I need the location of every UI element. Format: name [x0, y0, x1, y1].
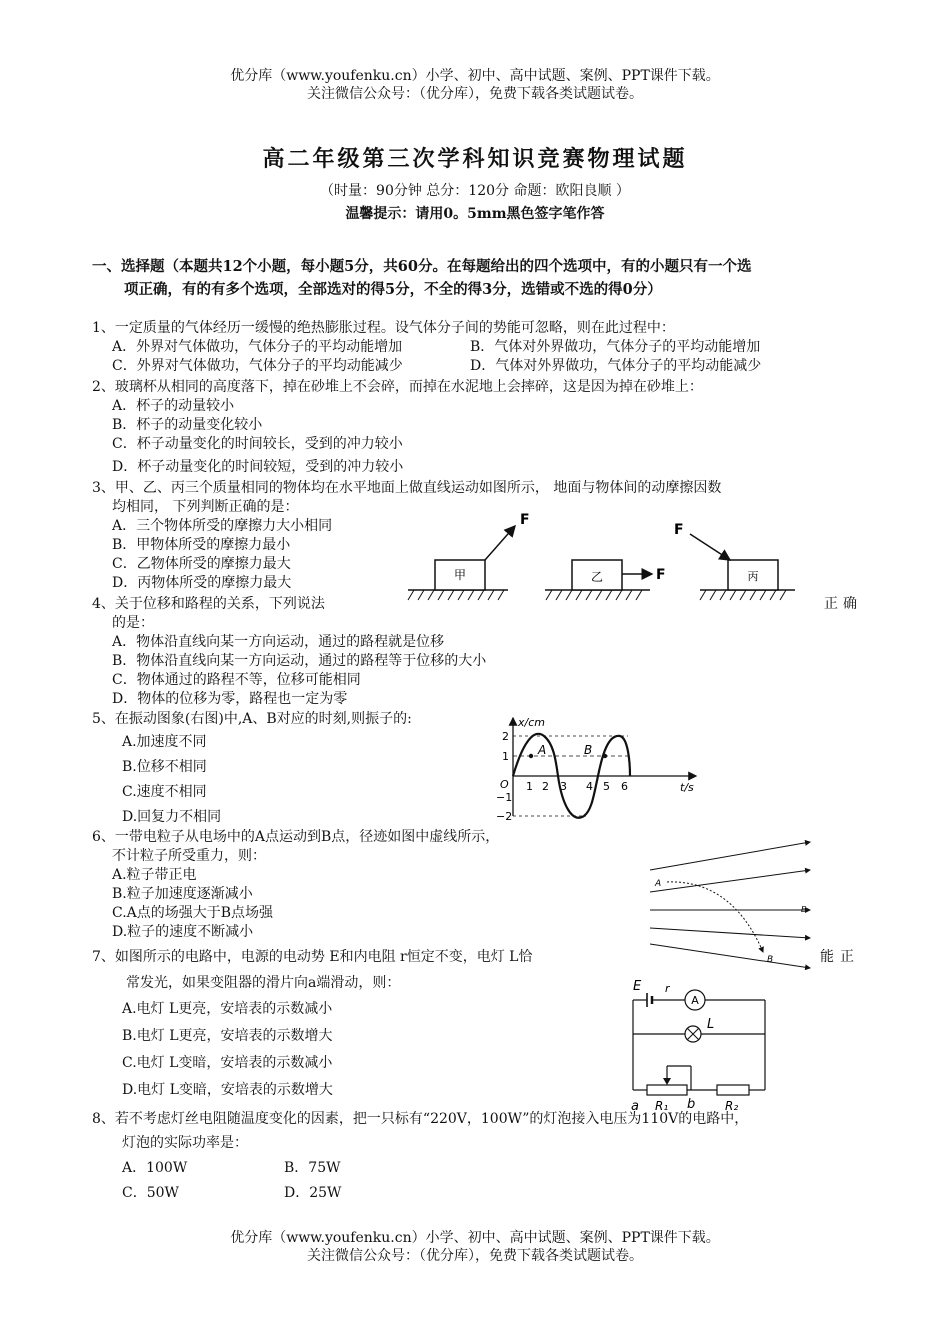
internal-resistance-label: r [665, 982, 670, 995]
q8-stem-line-1: 8、若不考虑灯丝电阻随温度变化的因素，把一只标有“220V，100W”的灯泡接入电压为110V的电路中， [92, 1111, 749, 1127]
q4-stem-line-1-end: 正确 [824, 596, 862, 612]
q3-option-a: A．三个物体所受的摩擦力大小相同 [112, 518, 333, 534]
x-tick-5: 5 [603, 780, 610, 793]
q2-stem: 2、玻璃杯从相同的高度落下，掉在砂堆上不会碎，而掉在水泥地上会摔碎，这是因为掉在砂堆上： [92, 379, 703, 395]
point-a-dot [529, 754, 533, 758]
x-tick-4: 4 [586, 780, 593, 793]
q7-option-b: B.电灯 L更亮，安培表的示数增大 [122, 1028, 333, 1044]
y-tick-neg1: −1 [496, 791, 513, 804]
q7-option-a: A.电灯 L更亮，安培表的示数减小 [122, 1001, 333, 1017]
q2-option-c: C．杯子动量变化的时间较长，受到的冲力较小 [112, 436, 403, 452]
terminal-a-label: a [631, 1099, 639, 1113]
q7-option-c: C.电灯 L变暗，安培表的示数减小 [122, 1055, 333, 1071]
q4-option-b: B．物体沿直线向某一方向运动，通过的路程等于位移的大小 [112, 653, 487, 669]
q8-option-d: D．25W [284, 1185, 342, 1201]
x-tick-3: 3 [560, 780, 567, 793]
field-line [650, 944, 810, 968]
q3-option-b: B．甲物体所受的摩擦力最小 [112, 537, 291, 553]
q2-option-d: D．杯子动量变化的时间较短，受到的冲力较小 [112, 459, 404, 475]
y-tick-2: 2 [502, 730, 509, 743]
x-tick-2: 2 [542, 780, 549, 793]
origin-label: O [500, 778, 509, 791]
block-yi [545, 560, 666, 600]
force-arrow-jia [485, 526, 515, 560]
slider-arrow [663, 1078, 671, 1085]
section-heading-line-1: 一、选择题（本题共12个小题，每小题5分，共60分。在每题给出的四个选项中，有的小题只有一个选 [92, 258, 752, 275]
q6-stem-line-1: 6、一带电粒子从电场中的A点运动到B点，径迹如图中虚线所示， [92, 829, 500, 845]
field-line [650, 870, 810, 892]
q3-friction-figure [400, 508, 800, 608]
footer-line-1: 优分库（www.youfenku.cn）小学、初中、高中试题、案例、PPT课件下载。 [230, 1230, 720, 1246]
q3-option-c: C．乙物体所受的摩擦力最大 [112, 556, 291, 572]
header-line-1: 优分库（www.youfenku.cn）小学、初中、高中试题、案例、PPT课件下载。 [230, 68, 720, 84]
block-bing [674, 522, 795, 600]
q1-option-d: D．气体对外界做功，气体分子的平均动能减少 [470, 358, 762, 374]
q1-option-a: A．外界对气体做功，气体分子的平均动能增加 [112, 339, 403, 355]
q1-stem: 1、一定质量的气体经历一缓慢的绝热膨胀过程。设气体分子间的势能可忽略，则在此过程中： [92, 320, 675, 336]
q4-stem-line-1: 4、关于位移和路程的关系，下列说法 [92, 596, 325, 612]
answer-tip: 温馨提示：请用0。5mm黑色签字笔作答 [345, 206, 605, 222]
footer-line-2: 关注微信公众号：（优分库），免费下载各类试题试卷。 [307, 1248, 643, 1264]
point-a-label: A [655, 879, 662, 889]
point-a-label: A [538, 743, 547, 757]
q3-stem-line-2: 均相同， 下列判断正确的是： [112, 499, 299, 515]
q8-option-b: B．75W [284, 1160, 341, 1176]
q2-option-b: B．杯子的动量变化较小 [112, 417, 263, 433]
r1-label: R₁ [655, 1099, 669, 1113]
q5-vibration-graph [488, 712, 703, 822]
q6-stem-line-2: 不计粒子所受重力，则： [112, 848, 266, 864]
y-tick-1: 1 [502, 750, 509, 763]
x-tick-6: 6 [621, 780, 628, 793]
force-label-jia: F [520, 512, 530, 528]
terminal-b-label: b [687, 1097, 696, 1112]
q4-option-a: A．物体沿直线向某一方向运动，通过的路程就是位移 [112, 634, 445, 650]
q7-stem-line-2: 常发光，如果变阻器的滑片向a端滑动，则： [126, 975, 401, 991]
q6-option-d: D.粒子的速度不断减小 [112, 924, 254, 940]
block-yi-label: 乙 [590, 570, 604, 584]
q6-option-a: A.粒子带正电 [112, 867, 197, 883]
q1-option-c: C．外界对气体做功，气体分子的平均动能减少 [112, 358, 403, 374]
q6-electric-field-figure [645, 840, 825, 970]
field-label: E [801, 905, 807, 914]
lamp-label: L [707, 1017, 715, 1032]
q8-option-a: A．100W [122, 1160, 188, 1176]
r2-label: R₂ [725, 1099, 739, 1113]
q5-option-b: B.位移不相同 [122, 759, 207, 775]
exam-info: （时量：90分钟 总分：120分 命题：欧阳良顺 ） [320, 183, 630, 199]
force-arrow-bing [690, 534, 730, 560]
field-line [650, 842, 810, 870]
q7-option-d: D.电灯 L变暗，安培表的示数增大 [122, 1082, 333, 1098]
q1-option-b: B．气体对外界做功，气体分子的平均动能增加 [470, 339, 761, 355]
force-label-yi: F [656, 567, 666, 583]
block-jia [408, 512, 530, 600]
x-axis-label: t/s [680, 781, 694, 794]
rheostat-r1 [647, 1085, 687, 1095]
page-title: 高二年级第三次学科知识竞赛物理试题 [262, 146, 688, 172]
q5-stem: 5、在振动图象(右图)中,A、B对应的时刻,则振子的: [92, 711, 412, 727]
q8-stem-line-2: 灯泡的实际功率是： [122, 1135, 248, 1151]
field-line [650, 928, 810, 938]
q7-stem-line-1: 7、如图所示的电路中，电源的电动势 E和内电阻 r恒定不变，电灯 L恰 [92, 949, 533, 965]
q3-stem-line-1: 3、甲、乙、丙三个质量相同的物体均在水平地面上做直线运动如图所示， 地面与物体间的动摩擦因数 [92, 480, 722, 496]
header-line-2: 关注微信公众号：（优分库），免费下载各类试题试卷。 [307, 86, 643, 102]
x-tick-1: 1 [526, 780, 533, 793]
q4-stem-line-2: 的是： [112, 615, 154, 631]
block-jia-label: 甲 [453, 568, 467, 582]
y-axis-label: x/cm [518, 716, 545, 729]
particle-trajectory [667, 882, 763, 952]
q4-option-d: D．物体的位移为零，路程也一定为零 [112, 691, 348, 707]
q8-option-c: C．50W [122, 1185, 179, 1201]
ammeter-label: A [691, 994, 699, 1007]
q5-option-c: C.速度不相同 [122, 784, 207, 800]
emf-label: E [633, 979, 642, 994]
q3-option-d: D．丙物体所受的摩擦力最大 [112, 575, 292, 591]
q4-option-c: C．物体通过的路程不等，位移可能相同 [112, 672, 361, 688]
q2-option-a: A．杯子的动量较小 [112, 398, 235, 414]
section-heading-line-2: 项正确，有的有多个选项，全部选对的得5分，不全的得3分，选错或不选的得0分） [124, 281, 662, 298]
point-b-label: B [584, 743, 593, 757]
q5-option-d: D.回复力不相同 [122, 809, 222, 825]
q7-stem-line-1-end: 能正 [820, 949, 860, 965]
q6-option-c: C.A点的场强大于B点场强 [112, 905, 274, 921]
block-bing-label: 丙 [747, 570, 759, 583]
y-tick-neg2: −2 [496, 810, 513, 822]
force-label-bing: F [674, 522, 684, 538]
point-b-label: B [767, 955, 774, 965]
resistor-r2 [717, 1085, 749, 1095]
q7-circuit-figure [625, 978, 775, 1113]
q5-option-a: A.加速度不同 [122, 734, 207, 750]
point-b-dot [603, 754, 607, 758]
q6-option-b: B.粒子加速度逐渐减小 [112, 886, 253, 902]
